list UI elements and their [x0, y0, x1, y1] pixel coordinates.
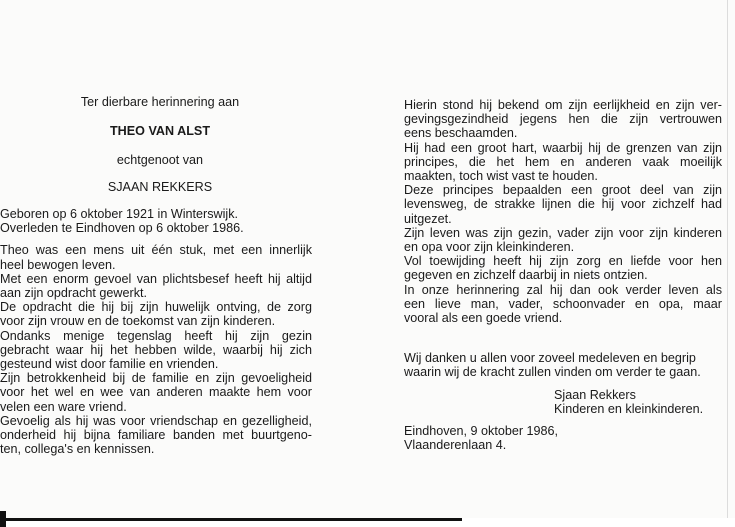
right-edge-line	[727, 0, 728, 527]
text-line: velen een ware vriend.	[0, 399, 127, 414]
text-line: eens beschaamden.	[404, 126, 518, 141]
text-line: heel bewogen leven.	[0, 257, 116, 272]
text-line: Hij had een groot hart, waarbij hij de grenzen van zijn	[404, 140, 722, 155]
text-line: gebracht waar hij het hebben wilde, waarbij hij zich	[0, 342, 312, 357]
death-line: Overleden te Eindhoven op 6 oktober 1986.	[0, 221, 244, 236]
text-line: In onze herinnering zal hij dan ook verder leven als	[404, 282, 722, 297]
text-line: principes, die het hem en anderen vaak moeilijk	[404, 154, 722, 169]
text-line: Vol toewijding heeft hij zijn zorg en liefde voor hen	[404, 254, 722, 269]
text-line: een lieve man, vader, schoonvader en opa, maar	[404, 296, 722, 311]
text-line: ten, collega's en kennissen.	[0, 442, 155, 457]
text-line: vooral als een goede vriend.	[404, 311, 563, 326]
text-line: uitgezet.	[404, 211, 452, 226]
text-line: onderheid hij bijna familiare banden met buurtgeno-	[0, 428, 312, 443]
birth-line: Geboren op 6 oktober 1921 in Winterswijk.	[0, 207, 239, 221]
thanks-line: waarin wij de kracht zullen vinden om verder te gaan.	[404, 365, 701, 380]
thanks-line: Wij danken u allen voor zoveel medeleven en begrip	[404, 351, 696, 366]
text-line: Gevoelig als hij was voor vriendschap en gezelligheid,	[0, 413, 312, 428]
text-line: Deze principes bepaalden een groot deel van zijn	[404, 183, 722, 198]
text-line: en opa voor zijn kleinkinderen.	[404, 240, 575, 255]
text-line: gesteund wist door familie en vrienden.	[0, 357, 219, 372]
deceased-name: THEO VAN ALST	[109, 124, 211, 138]
text-line: De opdracht die hij bij zijn huwelijk ontving, de zorg	[0, 300, 312, 315]
text-line: Hierin stond hij bekend om zijn eerlijkheid en zijn ver-	[404, 98, 722, 112]
dedication-line: Ter dierbare herinnering aan	[80, 95, 240, 109]
signature-line: Sjaan Rekkers	[554, 387, 636, 402]
text-line: Met een enorm gevoel van plichtsbesef heeft hij altijd	[0, 271, 312, 286]
right-column	[404, 98, 722, 452]
text-line: voor zijn vrouw en de toekomst van zijn kinderen.	[0, 314, 276, 329]
text-line: Zijn betrokkenheid bij de familie en zijn gevoeligheid	[0, 371, 312, 386]
text-line: aan zijn opdracht gewerkt.	[0, 286, 148, 301]
bottom-rule	[6, 518, 462, 521]
text-line: Zijn leven was zijn gezin, vader zijn voor zijn kinderen	[404, 225, 722, 240]
text-line: Ondanks menige tegenslag heeft hij zijn gezin	[0, 328, 312, 343]
text-line: gegeven en zichzelf daarbij in niets ontzien.	[404, 268, 648, 283]
text-line: Theo was een mens uit één stuk, met een innerlijk	[0, 243, 312, 258]
text-line: levensweg, de strakke lijnen die hij voor zichzelf had	[404, 197, 722, 212]
text-line: maakten, toch wist vast te houden.	[404, 169, 598, 184]
signature-line: Kinderen en kleinkinderen.	[554, 401, 704, 416]
corner-mark	[0, 511, 6, 527]
address: Vlaanderenlaan 4.	[404, 438, 507, 453]
text-line: gevingsgezindheid jegens hen die zijn vertrouwen	[404, 112, 722, 127]
spouse-label: echtgenoot van	[116, 153, 204, 167]
left-column	[0, 207, 312, 456]
place-date: Eindhoven, 9 oktober 1986,	[404, 424, 559, 439]
spouse-name: SJAAN REKKERS	[107, 180, 213, 194]
text-line: voor het wel en wee van anderen maakte hem voor	[0, 385, 312, 400]
